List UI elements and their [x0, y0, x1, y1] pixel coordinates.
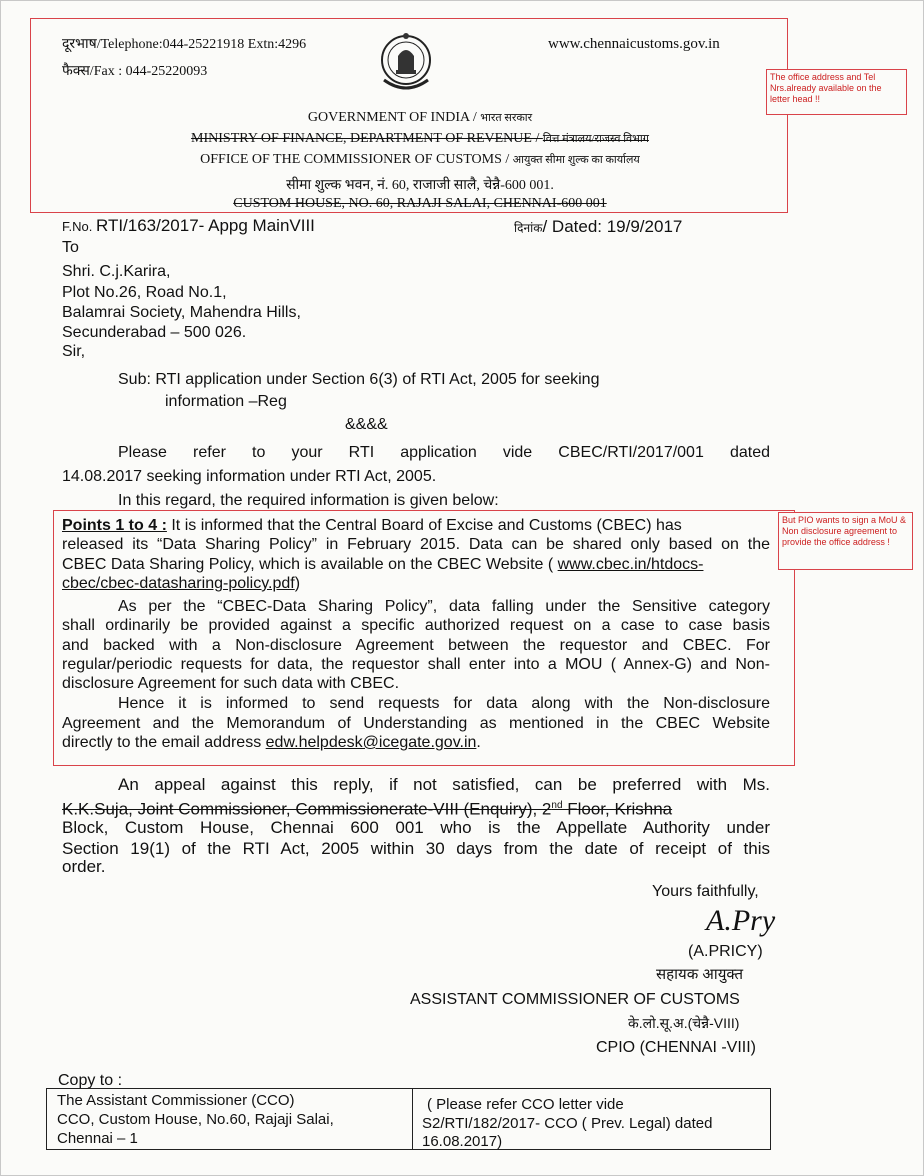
intro-line-1: Please refer to your RTI application vide CBEC/RTI/2017/001 dated: [118, 444, 770, 461]
signatory-name: (A.PRICY): [688, 943, 763, 960]
points-line-8: regular/periodic requests for data, the requestor shall enter into a MOU ( Annex-G) and Non-: [62, 656, 770, 673]
subject-line-1: Sub: RTI application under Section 6(3) of RTI Act, 2005 for seeking: [118, 371, 600, 388]
copy-to-table: [46, 1088, 771, 1150]
file-number: RTI/163/2017- Appg MainVIII: [95, 216, 315, 235]
title-en: ASSISTANT COMMISSIONER OF CUSTOMS: [410, 991, 740, 1008]
office-hi: के.लो.सू.अ.(चेन्नै-VIII): [628, 1015, 740, 1031]
appeal-line-5: order.: [62, 857, 106, 876]
points-text: directly to the email address: [62, 734, 266, 751]
address-hi: सीमा शुल्क भवन, नं. 60, राजाजी सालै, चेन्नै-600 001.: [286, 178, 554, 193]
office-en: OFFICE OF THE COMMISSIONER OF CUSTOMS /: [200, 152, 513, 167]
appeal-line-2: [62, 796, 770, 819]
subject-line-2: information –Reg: [165, 393, 287, 410]
ministry-line: [120, 131, 720, 147]
yours-faithfully: Yours faithfully,: [652, 883, 759, 900]
title-hi: सहायक आयुक्त: [656, 966, 743, 983]
website: www.chennaicustoms.gov.in: [548, 36, 720, 52]
address-en: CUSTOM HOUSE, NO. 60, RAJAJI SALAI, CHENNAI-600 001: [233, 196, 607, 211]
office-hi: आयुक्त सीमा शुल्क का कार्यालय: [512, 154, 640, 166]
annotation-note-letterhead: The office address and Tel Nrs.already available on the letter head !!: [766, 69, 907, 115]
ministry-en: MINISTRY OF FINANCE, DEPARTMENT OF REVENUE /: [191, 131, 543, 146]
gov-en: GOVERNMENT OF INDIA /: [307, 110, 481, 125]
points-line-6: shall ordinarily be provided against a specific authorized request on a case to case basis: [62, 617, 770, 634]
recipient-line: Shri. C.j.Karira,: [62, 263, 171, 280]
copy-to-cell: CCO, Custom House, No.60, Rajaji Salai,: [57, 1111, 334, 1128]
gov-hi: भारत सरकार: [480, 112, 533, 124]
points-label: Points 1 to 4 :: [62, 517, 167, 534]
annotation-note-pio: But PIO wants to sign a MoU & Non disclosure agreement to provide the office address !: [778, 512, 913, 570]
appeal-text: Floor, Krishna: [562, 799, 673, 819]
telephone: दूरभाष/Telephone:044-25221918 Extn:4296: [62, 37, 307, 52]
copy-to-cell: Chennai – 1: [57, 1130, 138, 1147]
points-line-10: Hence it is informed to send requests for data along with the Non-disclosure: [118, 695, 770, 712]
points-line-7: and backed with a Non-disclosure Agreement between the requestor and CBEC. For: [62, 637, 770, 654]
points-line-3: [62, 555, 703, 574]
date: / Dated: 19/9/2017: [542, 217, 683, 236]
file-number-line: [62, 216, 315, 236]
appeal-line-3: Block, Custom House, Chennai 600 001 who is the Appellate Authority under: [62, 818, 770, 837]
points-line-4: [62, 574, 300, 593]
salutation: Sir,: [62, 343, 86, 360]
copy-to-cell: S2/RTI/182/2017- CCO ( Prev. Legal) dated: [422, 1115, 713, 1132]
appeal-line-1: An appeal against this reply, if not satisfied, can be preferred with Ms.: [118, 775, 770, 794]
policy-link[interactable]: www.cbec.in/htdocs-: [557, 556, 704, 573]
points-text: ): [294, 575, 301, 592]
file-number-label: F.No.: [62, 219, 96, 234]
date-label-hi: दिनांक: [514, 221, 543, 235]
copy-to-cell: ( Please refer CCO letter vide: [427, 1096, 624, 1113]
date-line: [514, 217, 682, 238]
appeal-sup: nd: [551, 800, 563, 811]
gov-line: [120, 110, 720, 126]
office-line: [120, 152, 720, 168]
separator: &&&&: [345, 416, 388, 433]
points-text: .: [476, 734, 481, 751]
policy-link[interactable]: cbec/cbec-datasharing-policy.pdf: [62, 575, 295, 592]
points-line-2: released its “Data Sharing Policy” in February 2015. Data can be shared only based on the: [62, 536, 770, 553]
recipient-line: Secunderabad – 500 026.: [62, 324, 247, 341]
intro-line-2: 14.08.2017 seeking information under RTI Act, 2005.: [62, 468, 437, 485]
copy-to-label: Copy to :: [58, 1072, 123, 1089]
recipient-line: Plot No.26, Road No.1,: [62, 284, 227, 301]
points-text: It is informed that the Central Board of Excise and Customs (CBEC) has: [166, 517, 682, 534]
fax: फैक्स/Fax : 044-25220093: [62, 64, 208, 79]
points-line-11: Agreement and the Memorandum of Understanding as mentioned in the CBEC Website: [62, 715, 770, 732]
points-text: CBEC Data Sharing Policy, which is available on the CBEC Website (: [62, 556, 558, 573]
appeal-line-4: Section 19(1) of the RTI Act, 2005 within 30 days from the date of receipt of this: [62, 839, 770, 858]
cpio: CPIO (CHENNAI -VIII): [596, 1039, 757, 1056]
appeal-text: K.K.Suja, Joint Commissioner, Commissionerate-VIII (Enquiry), 2: [62, 799, 552, 819]
points-line-9: disclosure Agreement for such data with CBEC.: [62, 675, 400, 692]
copy-to-cell: The Assistant Commissioner (CCO): [57, 1092, 295, 1109]
recipient-line: Balamrai Society, Mahendra Hills,: [62, 304, 301, 321]
customs-emblem-icon: [378, 30, 434, 102]
to-label: To: [62, 239, 79, 256]
copy-to-cell: 16.08.2017): [422, 1133, 503, 1150]
signature: A.Pry: [706, 904, 776, 937]
points-line-1: [62, 516, 770, 535]
email-link[interactable]: edw.helpdesk@icegate.gov.in: [265, 734, 477, 751]
points-line-12: [62, 733, 481, 752]
intro-line-3: In this regard, the required information is given below:: [118, 492, 499, 509]
ministry-hi: वित्त मंत्रालय/राजस्व विभाग: [542, 133, 649, 145]
points-line-5: As per the “CBEC-Data Sharing Policy”, data falling under the Sensitive category: [118, 598, 770, 615]
